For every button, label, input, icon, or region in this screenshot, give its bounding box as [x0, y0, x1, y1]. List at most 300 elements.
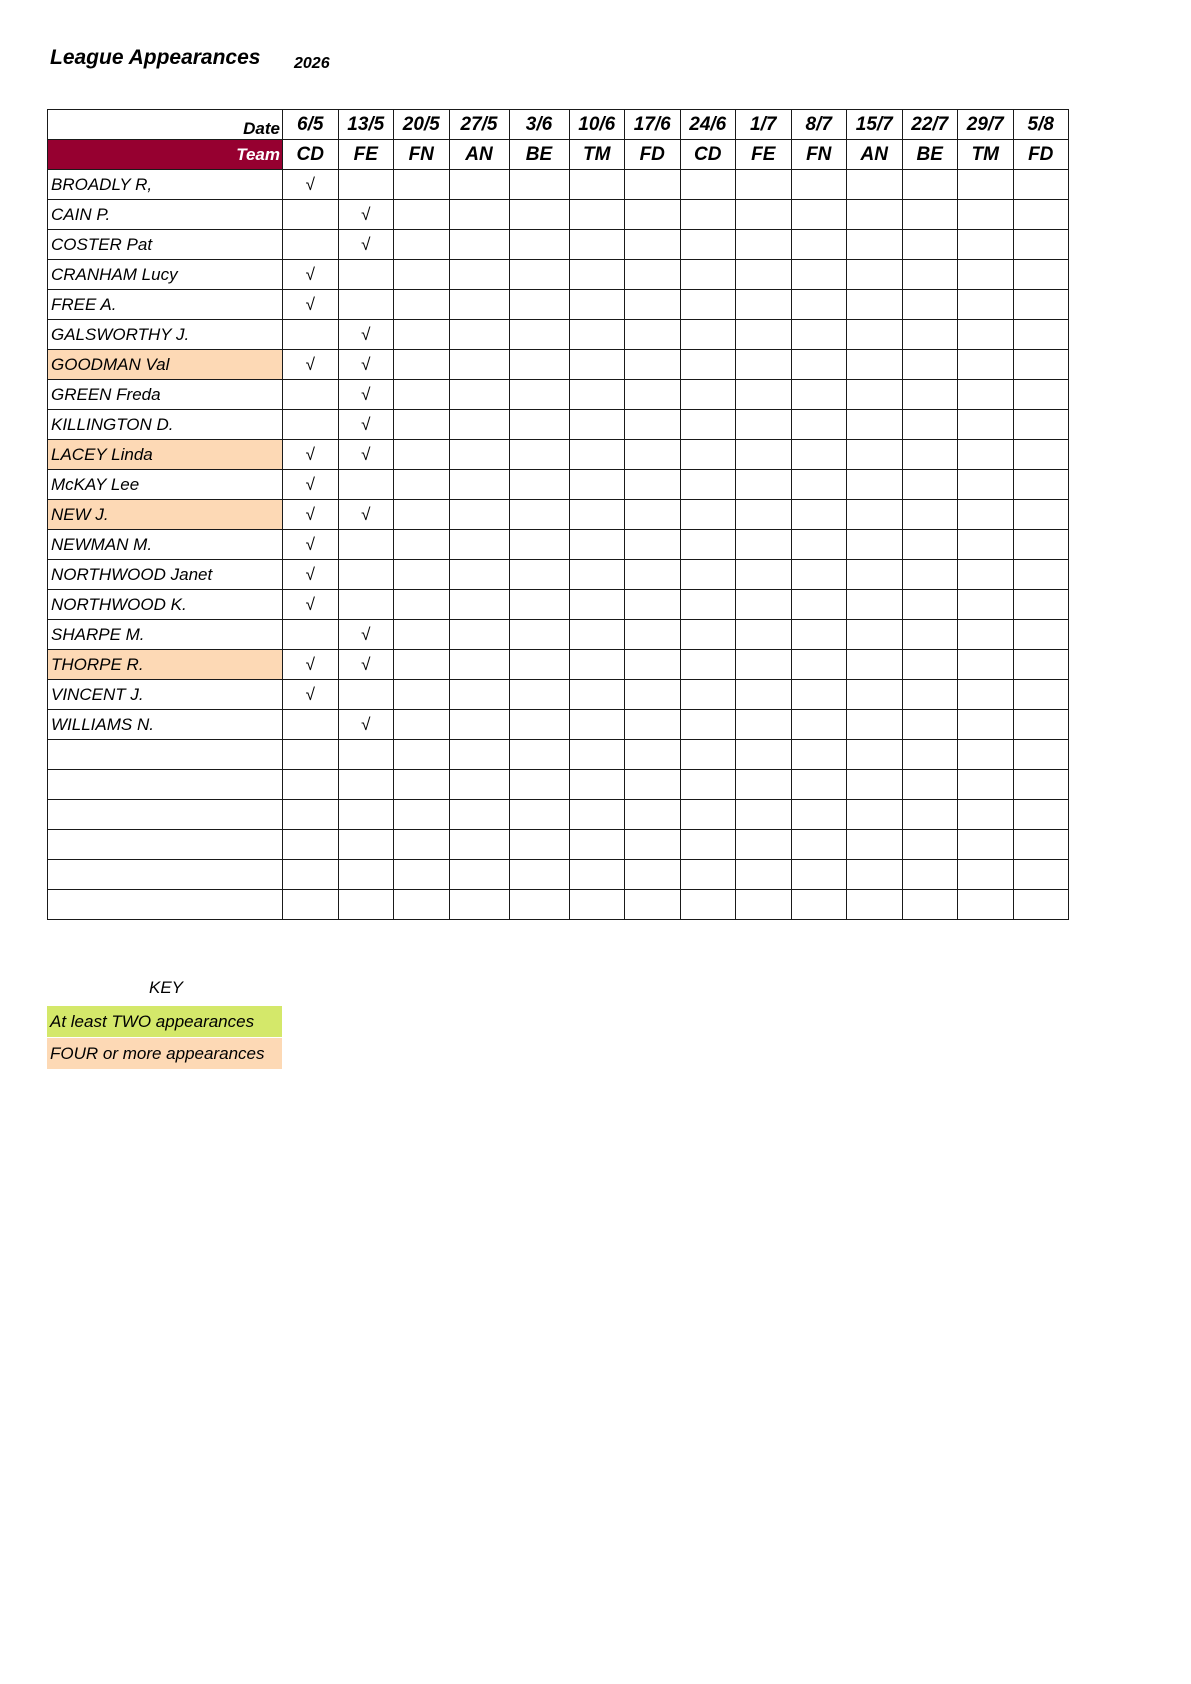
appearance-cell — [736, 560, 792, 590]
appearance-cell — [902, 650, 958, 680]
appearance-check: √ — [283, 350, 339, 380]
table-row — [48, 290, 1069, 320]
appearance-cell — [569, 800, 625, 830]
appearance-cell — [847, 230, 903, 260]
appearance-cell — [680, 620, 736, 650]
appearance-cell — [394, 830, 450, 860]
appearance-cell — [625, 350, 681, 380]
appearance-check: √ — [283, 560, 339, 590]
appearance-cell — [736, 860, 792, 890]
appearance-cell — [283, 320, 339, 350]
appearance-cell — [958, 770, 1014, 800]
appearance-cell — [625, 560, 681, 590]
player-name — [48, 800, 283, 830]
player-name: GREEN Freda — [48, 380, 283, 410]
appearance-check: √ — [338, 230, 394, 260]
appearance-cell — [680, 170, 736, 200]
appearance-cell — [509, 410, 569, 440]
table-row — [48, 320, 1069, 350]
appearance-cell — [449, 500, 509, 530]
table-row — [48, 200, 1069, 230]
appearance-cell — [569, 620, 625, 650]
appearance-cell — [847, 890, 903, 920]
appearance-cell — [680, 290, 736, 320]
appearance-cell — [958, 260, 1014, 290]
appearance-cell — [791, 200, 847, 230]
appearance-cell — [394, 710, 450, 740]
player-name — [48, 830, 283, 860]
appearance-cell — [902, 530, 958, 560]
appearance-cell — [509, 290, 569, 320]
appearance-cell — [791, 260, 847, 290]
appearance-cell — [958, 290, 1014, 320]
appearance-cell — [509, 890, 569, 920]
appearance-cell — [509, 770, 569, 800]
team-header-cell: TM — [569, 140, 625, 170]
appearance-cell — [736, 590, 792, 620]
appearance-cell — [1013, 290, 1069, 320]
appearance-cell — [902, 680, 958, 710]
appearance-cell — [902, 500, 958, 530]
appearance-cell — [625, 410, 681, 440]
appearance-cell — [736, 170, 792, 200]
table-row — [48, 800, 1069, 830]
appearance-cell — [509, 200, 569, 230]
table-row — [48, 830, 1069, 860]
appearance-cell — [338, 680, 394, 710]
appearance-check: √ — [283, 470, 339, 500]
appearance-cell — [958, 410, 1014, 440]
appearance-cell — [902, 560, 958, 590]
appearance-cell — [625, 650, 681, 680]
appearance-cell — [338, 170, 394, 200]
appearance-check: √ — [338, 440, 394, 470]
date-header-row — [48, 110, 1069, 140]
appearance-cell — [791, 680, 847, 710]
appearance-cell — [958, 620, 1014, 650]
appearance-cell — [1013, 560, 1069, 590]
appearance-cell — [958, 200, 1014, 230]
appearance-cell — [569, 470, 625, 500]
appearance-cell — [680, 500, 736, 530]
appearance-cell — [1013, 680, 1069, 710]
appearance-cell — [958, 740, 1014, 770]
appearance-cell — [791, 830, 847, 860]
appearance-cell — [680, 590, 736, 620]
date-header-cell: 15/7 — [847, 110, 903, 140]
appearance-cell — [736, 530, 792, 560]
appearance-cell — [736, 770, 792, 800]
appearance-cell — [680, 350, 736, 380]
appearance-cell — [625, 320, 681, 350]
appearance-check: √ — [283, 440, 339, 470]
appearance-cell — [958, 320, 1014, 350]
table-row — [48, 890, 1069, 920]
table-row — [48, 860, 1069, 890]
appearance-cell — [847, 500, 903, 530]
appearance-check: √ — [338, 620, 394, 650]
appearance-cell — [625, 170, 681, 200]
appearance-cell — [958, 230, 1014, 260]
appearance-cell — [847, 800, 903, 830]
key-title: KEY — [149, 978, 184, 997]
appearance-cell — [1013, 230, 1069, 260]
appearance-cell — [625, 680, 681, 710]
appearance-check: √ — [338, 350, 394, 380]
table-row — [48, 710, 1069, 740]
appearance-cell — [338, 890, 394, 920]
appearance-cell — [902, 890, 958, 920]
appearance-cell — [791, 380, 847, 410]
appearance-cell — [449, 650, 509, 680]
appearance-cell — [625, 470, 681, 500]
appearance-check: √ — [338, 200, 394, 230]
appearance-cell — [625, 770, 681, 800]
appearance-cell — [1013, 740, 1069, 770]
appearance-cell — [449, 350, 509, 380]
appearance-cell — [509, 500, 569, 530]
appearance-cell — [283, 710, 339, 740]
appearance-cell — [509, 350, 569, 380]
appearance-cell — [958, 470, 1014, 500]
appearance-cell — [509, 710, 569, 740]
appearance-cell — [791, 500, 847, 530]
appearance-cell — [736, 650, 792, 680]
appearance-cell — [736, 350, 792, 380]
team-header-cell: BE — [902, 140, 958, 170]
appearance-cell — [449, 440, 509, 470]
appearance-cell — [569, 710, 625, 740]
appearance-cell — [338, 740, 394, 770]
appearance-cell — [283, 800, 339, 830]
appearance-cell — [283, 770, 339, 800]
appearance-cell — [394, 170, 450, 200]
appearance-cell — [625, 200, 681, 230]
appearance-cell — [394, 230, 450, 260]
appearance-cell — [847, 380, 903, 410]
player-name: McKAY Lee — [48, 470, 283, 500]
player-name: SHARPE M. — [48, 620, 283, 650]
appearance-cell — [736, 320, 792, 350]
appearance-cell — [509, 860, 569, 890]
appearance-cell — [791, 290, 847, 320]
appearance-cell — [847, 470, 903, 500]
appearance-cell — [449, 380, 509, 410]
appearance-cell — [625, 500, 681, 530]
page-title: League Appearances — [50, 46, 261, 69]
appearance-cell — [569, 830, 625, 860]
appearance-cell — [680, 650, 736, 680]
appearance-cell — [625, 230, 681, 260]
appearance-cell — [847, 410, 903, 440]
appearance-cell — [338, 770, 394, 800]
team-header-cell: BE — [509, 140, 569, 170]
appearance-cell — [625, 290, 681, 320]
appearance-cell — [847, 680, 903, 710]
appearance-cell — [449, 470, 509, 500]
appearance-check: √ — [283, 590, 339, 620]
date-header-cell: 13/5 — [338, 110, 394, 140]
appearance-cell — [338, 470, 394, 500]
appearance-check: √ — [338, 380, 394, 410]
appearance-cell — [394, 260, 450, 290]
appearance-cell — [736, 470, 792, 500]
appearance-cell — [1013, 500, 1069, 530]
appearance-cell — [569, 170, 625, 200]
team-header-cell: FD — [1013, 140, 1069, 170]
appearance-cell — [680, 710, 736, 740]
appearance-cell — [791, 800, 847, 830]
appearance-cell — [958, 650, 1014, 680]
appearance-cell — [736, 620, 792, 650]
appearance-cell — [902, 860, 958, 890]
appearance-check: √ — [338, 410, 394, 440]
appearance-cell — [569, 200, 625, 230]
appearance-cell — [791, 530, 847, 560]
appearance-cell — [338, 560, 394, 590]
appearance-cell — [680, 440, 736, 470]
appearance-cell — [569, 890, 625, 920]
appearance-cell — [736, 200, 792, 230]
appearance-cell — [625, 440, 681, 470]
table-row — [48, 170, 1069, 200]
team-header-cell: FE — [338, 140, 394, 170]
appearance-cell — [338, 530, 394, 560]
appearance-cell — [509, 560, 569, 590]
appearance-cell — [1013, 860, 1069, 890]
date-header-cell: 1/7 — [736, 110, 792, 140]
appearance-cell — [736, 500, 792, 530]
appearance-cell — [1013, 170, 1069, 200]
appearance-cell — [449, 890, 509, 920]
appearance-cell — [509, 380, 569, 410]
appearance-cell — [847, 440, 903, 470]
appearance-cell — [958, 680, 1014, 710]
appearance-cell — [680, 770, 736, 800]
appearance-cell — [449, 830, 509, 860]
team-header-cell: FD — [625, 140, 681, 170]
player-name — [48, 770, 283, 800]
appearance-cell — [847, 350, 903, 380]
appearance-cell — [902, 770, 958, 800]
appearance-cell — [791, 650, 847, 680]
appearance-cell — [449, 290, 509, 320]
appearance-cell — [283, 740, 339, 770]
appearance-cell — [958, 440, 1014, 470]
appearance-cell — [394, 770, 450, 800]
appearance-cell — [902, 290, 958, 320]
team-header-cell: AN — [449, 140, 509, 170]
appearance-cell — [394, 560, 450, 590]
appearance-cell — [569, 500, 625, 530]
date-header-cell: 20/5 — [394, 110, 450, 140]
appearance-cell — [958, 500, 1014, 530]
appearance-cell — [283, 380, 339, 410]
appearance-cell — [680, 680, 736, 710]
appearance-cell — [394, 500, 450, 530]
appearance-cell — [958, 350, 1014, 380]
appearance-cell — [847, 710, 903, 740]
appearance-cell — [509, 830, 569, 860]
appearance-cell — [736, 410, 792, 440]
appearance-cell — [958, 590, 1014, 620]
appearance-check: √ — [338, 710, 394, 740]
appearance-cell — [449, 800, 509, 830]
appearance-cell — [902, 740, 958, 770]
appearance-cell — [283, 890, 339, 920]
date-header-cell: 3/6 — [509, 110, 569, 140]
appearance-cell — [791, 350, 847, 380]
team-header-row — [48, 140, 1069, 170]
appearance-cell — [509, 530, 569, 560]
appearance-cell — [625, 890, 681, 920]
appearance-cell — [283, 410, 339, 440]
appearance-cell — [569, 530, 625, 560]
appearance-cell — [569, 560, 625, 590]
player-name: LACEY Linda — [48, 440, 283, 470]
appearance-cell — [1013, 650, 1069, 680]
appearance-cell — [902, 350, 958, 380]
appearance-cell — [449, 860, 509, 890]
appearance-cell — [569, 230, 625, 260]
appearance-cell — [394, 740, 450, 770]
player-name: KILLINGTON D. — [48, 410, 283, 440]
date-header-cell: 22/7 — [902, 110, 958, 140]
appearance-cell — [958, 530, 1014, 560]
appearance-cell — [847, 830, 903, 860]
appearance-check: √ — [283, 680, 339, 710]
appearance-cell — [902, 260, 958, 290]
appearance-cell — [847, 770, 903, 800]
appearance-cell — [509, 620, 569, 650]
appearance-cell — [449, 740, 509, 770]
appearance-cell — [791, 470, 847, 500]
appearance-cell — [569, 440, 625, 470]
table-row — [48, 350, 1069, 380]
appearance-cell — [902, 200, 958, 230]
appearance-cell — [283, 230, 339, 260]
player-name — [48, 890, 283, 920]
team-header-cell: TM — [958, 140, 1014, 170]
appearance-cell — [680, 380, 736, 410]
appearance-cell — [1013, 320, 1069, 350]
appearance-cell — [569, 260, 625, 290]
appearance-cell — [1013, 710, 1069, 740]
appearance-cell — [394, 590, 450, 620]
appearance-cell — [509, 650, 569, 680]
appearance-cell — [509, 260, 569, 290]
appearance-cell — [902, 620, 958, 650]
appearance-cell — [902, 410, 958, 440]
player-name — [48, 740, 283, 770]
team-label: Team — [48, 140, 283, 170]
key-four-appearances: FOUR or more appearances — [47, 1038, 282, 1069]
appearance-check: √ — [283, 500, 339, 530]
table-row — [48, 740, 1069, 770]
appearance-cell — [625, 530, 681, 560]
appearance-cell — [394, 320, 450, 350]
appearance-cell — [680, 800, 736, 830]
date-header-cell: 29/7 — [958, 110, 1014, 140]
appearance-cell — [394, 680, 450, 710]
player-name — [48, 860, 283, 890]
date-header-cell: 27/5 — [449, 110, 509, 140]
appearance-cell — [958, 860, 1014, 890]
appearance-cell — [847, 590, 903, 620]
appearance-cell — [625, 380, 681, 410]
appearance-cell — [338, 800, 394, 830]
appearance-cell — [394, 350, 450, 380]
appearance-cell — [449, 560, 509, 590]
appearance-cell — [569, 350, 625, 380]
appearance-cell — [569, 860, 625, 890]
appearance-cell — [394, 890, 450, 920]
team-header-cell: CD — [283, 140, 339, 170]
appearance-cell — [847, 200, 903, 230]
player-name: FREE A. — [48, 290, 283, 320]
appearance-cell — [680, 740, 736, 770]
appearance-cell — [449, 200, 509, 230]
appearance-cell — [791, 440, 847, 470]
appearance-cell — [736, 260, 792, 290]
appearance-cell — [1013, 620, 1069, 650]
appearance-cell — [958, 560, 1014, 590]
appearance-cell — [338, 590, 394, 620]
appearance-cell — [1013, 350, 1069, 380]
appearance-cell — [394, 620, 450, 650]
appearance-cell — [394, 440, 450, 470]
appearance-cell — [847, 320, 903, 350]
appearance-cell — [791, 230, 847, 260]
appearance-cell — [680, 260, 736, 290]
table-row — [48, 770, 1069, 800]
appearance-cell — [902, 380, 958, 410]
appearance-cell — [509, 740, 569, 770]
appearance-cell — [1013, 770, 1069, 800]
appearance-check: √ — [283, 290, 339, 320]
appearance-cell — [625, 800, 681, 830]
appearance-check: √ — [338, 320, 394, 350]
appearance-cell — [958, 800, 1014, 830]
appearance-cell — [1013, 410, 1069, 440]
table-row — [48, 380, 1069, 410]
date-header-cell: 8/7 — [791, 110, 847, 140]
appearance-cell — [625, 710, 681, 740]
appearance-cell — [394, 860, 450, 890]
appearance-cell — [847, 740, 903, 770]
appearance-cell — [736, 740, 792, 770]
appearance-cell — [394, 410, 450, 440]
table-row — [48, 410, 1069, 440]
appearance-cell — [847, 170, 903, 200]
appearance-cell — [449, 320, 509, 350]
appearance-cell — [509, 800, 569, 830]
appearance-cell — [394, 530, 450, 560]
appearance-check: √ — [338, 500, 394, 530]
appearance-cell — [449, 530, 509, 560]
player-name: COSTER Pat — [48, 230, 283, 260]
player-name: VINCENT J. — [48, 680, 283, 710]
appearance-cell — [1013, 530, 1069, 560]
player-name: NEWMAN M. — [48, 530, 283, 560]
appearance-cell — [958, 710, 1014, 740]
appearance-cell — [680, 830, 736, 860]
player-name: NORTHWOOD Janet — [48, 560, 283, 590]
appearance-check: √ — [283, 260, 339, 290]
team-header-cell: AN — [847, 140, 903, 170]
appearance-cell — [449, 770, 509, 800]
appearance-check: √ — [283, 650, 339, 680]
